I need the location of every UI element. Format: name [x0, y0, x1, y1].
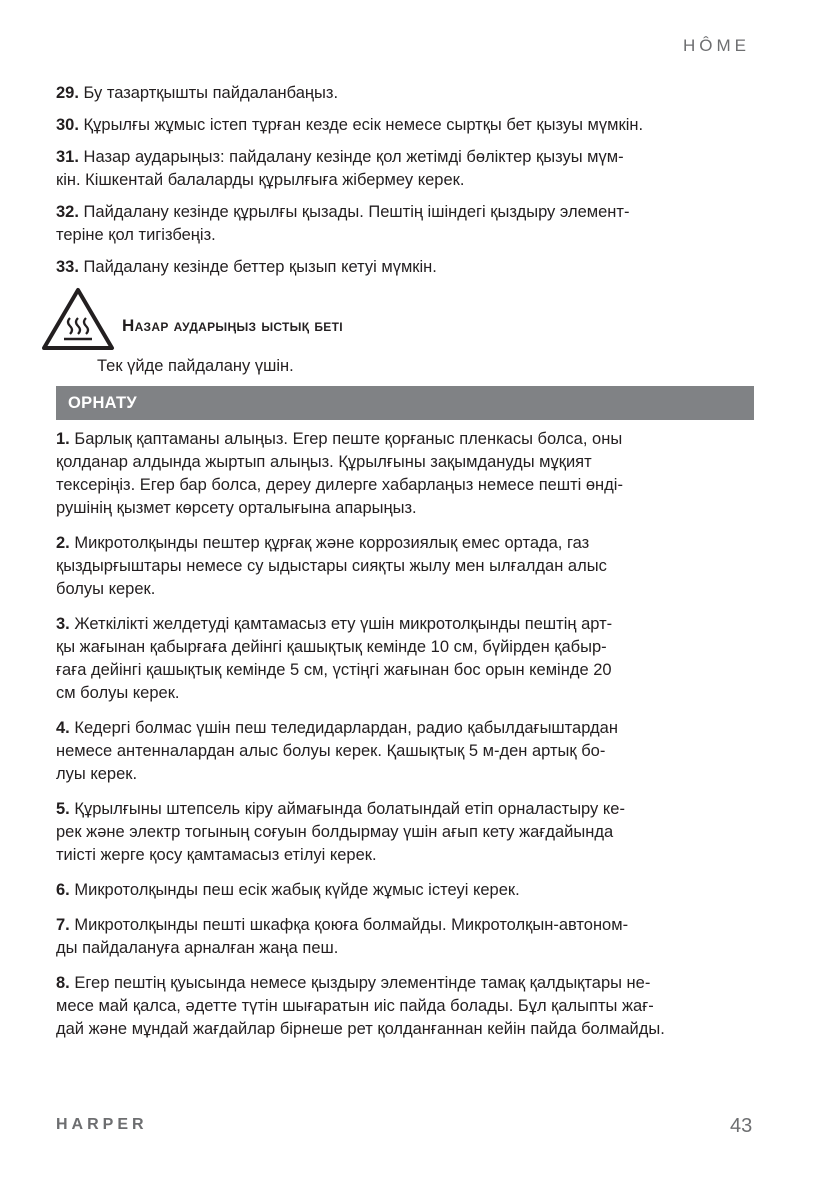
section-title: ОРНАТУ	[68, 394, 137, 412]
home-logo: HÔME	[683, 36, 750, 55]
item-number: 3.	[56, 615, 70, 633]
item-number: 4.	[56, 719, 70, 737]
item-line: немесе антенналардан алыс болуы керек. Қашықтық 5 м-ден артық бо-	[56, 742, 606, 760]
item-line: Кедергі болмас үшін пеш теледидарлардан, радио қабылдағыштардан	[74, 719, 618, 737]
item-line: тиісті жерге қосу қамтамасыз етілуі керек.	[56, 846, 377, 864]
section-header	[56, 386, 754, 420]
list-item	[56, 146, 754, 192]
item-line: дай және мұндай жағдайлар бірнеше рет қолданғаннан кейін пайда болмайды.	[56, 1020, 665, 1038]
list-item	[56, 256, 754, 279]
item-line: қолданар алдында жыртып алыңыз. Құрылғыны зақымдануды мұқият	[56, 453, 592, 471]
item-line: рек және электр тогының соғуын болдырмау үшін ағып кету жағдайында	[56, 823, 614, 841]
list-item	[56, 879, 754, 902]
list-item	[56, 972, 754, 1041]
item-line: ғаға дейінгі қашықтық кемінде 5 см, үстіңгі жағынан бос орын кемінде 20	[56, 661, 612, 679]
install-list	[56, 428, 754, 1053]
item-number: 33.	[56, 258, 79, 276]
hot-surface-warning-icon	[40, 284, 116, 354]
item-line: кін. Кішкентай балаларды құрылғыға жібермеу керек.	[56, 171, 465, 189]
warning-title: Назар аударыңыз ыстық беті	[122, 316, 343, 335]
top-list	[56, 82, 754, 288]
item-number: 32.	[56, 203, 79, 221]
item-line: Микротолқынды пештер құрғақ және коррозиялық емес ортада, газ	[74, 534, 590, 552]
list-item	[56, 613, 754, 705]
item-line: тексеріңіз. Егер бар болса, дереу дилерге хабарлаңыз немесе пешті өнді-	[56, 476, 623, 494]
list-item	[56, 798, 754, 867]
item-line: Егер пештің қуысында немесе қыздыру элементінде тамақ қалдықтары не-	[74, 974, 651, 992]
list-item	[56, 82, 754, 105]
item-number: 29.	[56, 84, 79, 102]
usage-note: Тек үйде пайдалану үшін.	[97, 357, 294, 375]
item-line: Құрылғы жұмыс істеп тұрған кезде есік немесе сыртқы бет қызуы мүмкін.	[83, 116, 644, 134]
item-line: болуы керек.	[56, 580, 156, 598]
item-line: рушінің қызмет көрсету орталығына апарыңыз.	[56, 499, 417, 517]
list-item	[56, 532, 754, 601]
item-line: Микротолқынды пеш есік жабық күйде жұмыс істеуі керек.	[74, 881, 520, 899]
item-line: Барлық қаптаманы алыңыз. Егер пеште қорғаныс пленкасы болса, оны	[74, 430, 623, 448]
item-number: 30.	[56, 116, 79, 134]
list-item	[56, 114, 754, 137]
item-line: ды пайдалануға арналған жаңа пеш.	[56, 939, 339, 957]
item-line: қыздырғыштары немесе су ыдыстары сияқты жылу мен ылғалдан алыс	[56, 557, 607, 575]
item-line: Пайдалану кезінде беттер қызып кетуі мүмкін.	[83, 258, 437, 276]
item-line: месе май қалса, әдетте түтін шығаратын иіс пайда болады. Бұл қалыпты жағ-	[56, 997, 654, 1015]
item-number: 2.	[56, 534, 70, 552]
item-number: 7.	[56, 916, 70, 934]
item-number: 5.	[56, 800, 70, 818]
hot-surface-warning	[40, 284, 740, 354]
item-line: теріне қол тигізбеңіз.	[56, 226, 216, 244]
item-number: 31.	[56, 148, 79, 166]
list-item	[56, 201, 754, 247]
item-line: Бу тазартқышты пайдаланбаңыз.	[83, 84, 339, 102]
item-line: Микротолқынды пешті шкафқа қоюға болмайды. Микротолқын-автоном-	[74, 916, 629, 934]
list-item	[56, 914, 754, 960]
item-line: қы жағынан қабырғаға дейінгі қашықтық кемінде 10 см, бүйірден қабыр-	[56, 638, 607, 656]
item-line: см болуы керек.	[56, 684, 180, 702]
list-item	[56, 717, 754, 786]
item-line: Жеткілікті желдетуді қамтамасыз ету үшін микротолқынды пештің арт-	[74, 615, 613, 633]
item-line: Құрылғыны штепсель кіру аймағында болатындай етіп орналастыру ке-	[74, 800, 625, 818]
list-item	[56, 428, 754, 520]
brand-logo: HARPER	[56, 1116, 148, 1133]
item-line: луы керек.	[56, 765, 138, 783]
item-line: Пайдалану кезінде құрылғы қызады. Пештің ішіндегі қыздыру элемент-	[83, 203, 630, 221]
page-number: 43	[730, 1115, 753, 1137]
item-number: 6.	[56, 881, 70, 899]
item-line: Назар аударыңыз: пайдалану кезінде қол жетімді бөліктер қызуы мүм-	[83, 148, 624, 166]
item-number: 1.	[56, 430, 70, 448]
item-number: 8.	[56, 974, 70, 992]
